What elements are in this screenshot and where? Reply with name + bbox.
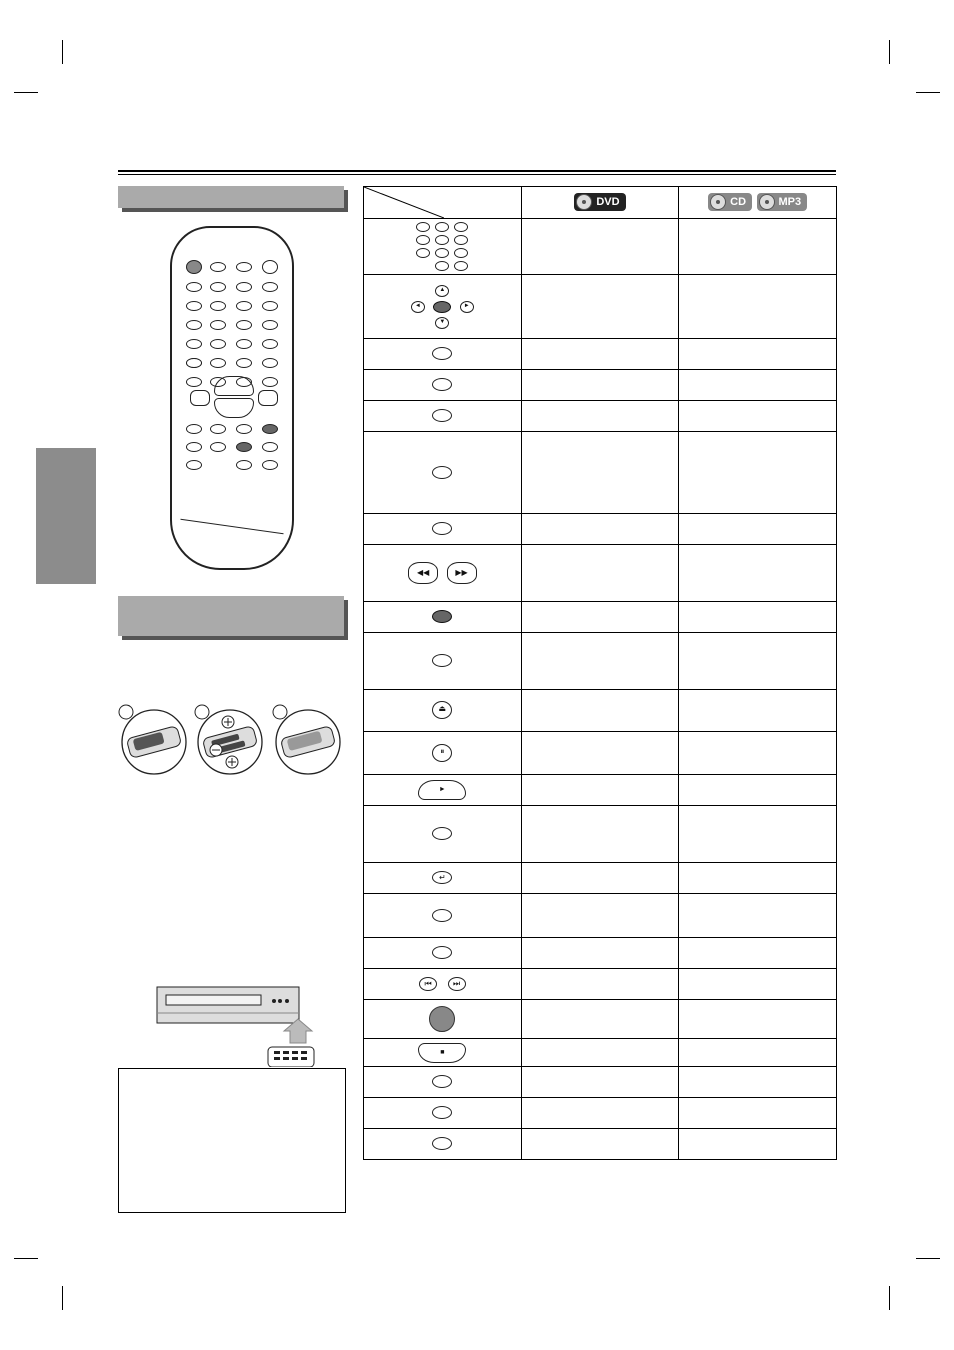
battery-step-1-illustration — [118, 704, 190, 776]
table-row — [364, 602, 837, 633]
top-rule — [118, 170, 836, 172]
crop-mark — [916, 1258, 940, 1259]
crop-mark — [889, 40, 890, 64]
battery-step-2-illustration — [194, 704, 266, 776]
skip-prev-icon: ⏮ — [419, 977, 437, 991]
table-row — [364, 1067, 837, 1098]
table-row — [364, 894, 837, 938]
table-row — [364, 1098, 837, 1129]
player-remote-aim-illustration — [156, 985, 316, 1067]
oval-button-icon — [432, 1106, 452, 1119]
crop-mark — [14, 92, 38, 93]
table-row — [364, 775, 837, 806]
section-heading-bar — [118, 596, 344, 636]
crop-mark — [916, 92, 940, 93]
crop-mark — [62, 1286, 63, 1310]
note-box — [118, 1068, 346, 1213]
table-row — [364, 545, 837, 602]
crop-mark — [14, 1258, 38, 1259]
table-row — [364, 219, 837, 275]
table-row — [364, 370, 837, 401]
function-table — [363, 186, 837, 1160]
top-rule-thin — [118, 174, 836, 175]
dvd-logo: DVD — [574, 193, 625, 211]
oval-button-icon — [432, 378, 452, 391]
remote-control-illustration — [170, 226, 294, 570]
oval-button-icon — [432, 522, 452, 535]
oval-button-icon — [432, 909, 452, 922]
number-buttons-icon — [364, 222, 521, 271]
table-row — [364, 633, 837, 690]
table-row — [364, 863, 837, 894]
disc-icon — [576, 194, 592, 210]
disc-icon — [710, 194, 726, 210]
cursor-buttons-icon: ▲ ◄ ► ▼ — [364, 275, 522, 339]
table-row — [364, 1000, 837, 1039]
skip-next-icon: ⏭ — [448, 977, 466, 991]
table-row — [364, 339, 837, 370]
oval-button-icon — [432, 827, 452, 840]
disc-icon — [759, 194, 775, 210]
oval-button-icon — [432, 654, 452, 667]
rewind-button-icon — [190, 390, 210, 406]
rewind-icon: ◀◀ — [408, 562, 438, 584]
oval-button-icon — [432, 946, 452, 959]
table-row — [364, 1129, 837, 1160]
table-row — [364, 401, 837, 432]
header-corner-cell — [364, 187, 522, 219]
table-row — [364, 275, 837, 339]
section-heading-bar — [118, 186, 344, 208]
table-row — [364, 938, 837, 969]
fast-forward-icon: ▶▶ — [447, 562, 477, 584]
table-row — [364, 1039, 837, 1067]
pause-icon: ⏸ — [432, 744, 452, 762]
table-row — [364, 969, 837, 1000]
skip-next-button-icon — [262, 377, 278, 387]
table-row — [364, 806, 837, 863]
header-cd-mp3-cell — [679, 187, 837, 219]
return-button-icon — [262, 460, 278, 470]
stop-icon: ■ — [418, 1043, 466, 1063]
table-row — [364, 690, 837, 732]
mp3-logo: MP3 — [757, 193, 808, 211]
play-button-icon — [214, 376, 254, 396]
power-icon — [429, 1006, 455, 1032]
fast-forward-button-icon — [258, 390, 278, 406]
crop-mark — [62, 40, 63, 64]
oval-button-icon — [432, 1137, 452, 1150]
oval-button-icon — [432, 409, 452, 422]
oval-button-icon — [432, 1075, 452, 1088]
table-header-row — [364, 187, 837, 219]
eject-icon: ⏏ — [432, 701, 452, 719]
table-row — [364, 432, 837, 514]
table-row — [364, 732, 837, 775]
section-side-tab — [36, 448, 96, 584]
crop-mark — [889, 1286, 890, 1310]
power-button-icon — [186, 260, 202, 274]
table-row — [364, 514, 837, 545]
enter-button-icon — [432, 610, 452, 623]
eject-button-icon — [262, 260, 278, 274]
oval-button-icon — [432, 466, 452, 479]
return-icon: ↵ — [432, 871, 452, 884]
play-icon: ► — [418, 780, 466, 800]
cd-logo: CD — [708, 193, 752, 211]
oval-button-icon — [432, 347, 452, 360]
header-dvd-cell — [521, 187, 679, 219]
battery-step-3-illustration — [272, 704, 344, 776]
